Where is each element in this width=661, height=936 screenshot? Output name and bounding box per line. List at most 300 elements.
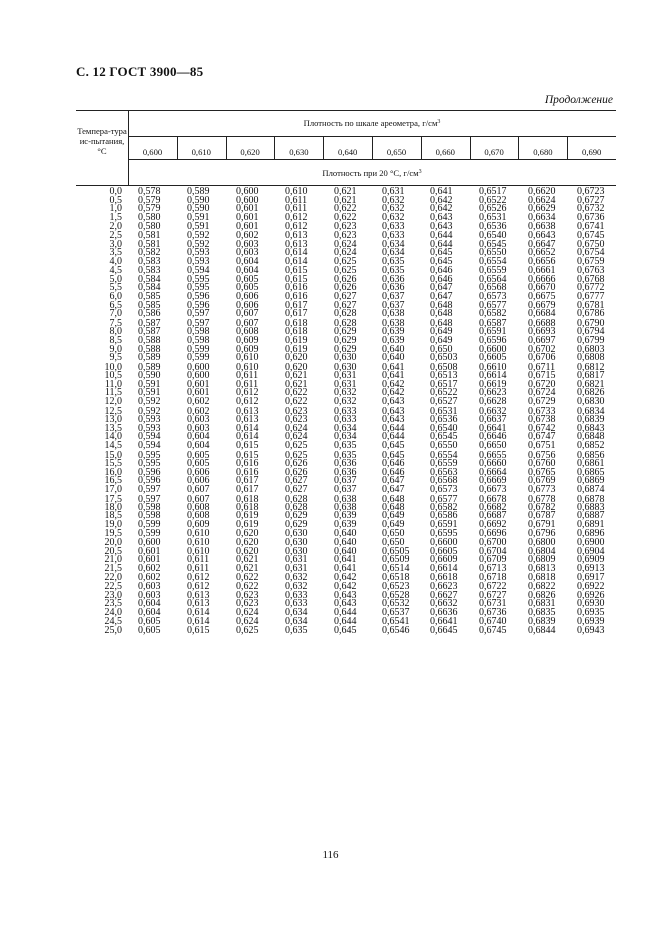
density-cell: 0,649 — [430, 326, 453, 338]
density-cell: 0,598 — [138, 510, 161, 522]
continuation-label: Продолжение — [544, 94, 613, 106]
density-cell: 0,626 — [285, 466, 308, 478]
table-top-rule — [76, 110, 616, 111]
density-cell: 0,614 — [187, 615, 210, 627]
density-cell: 0,598 — [138, 501, 161, 513]
temperature-cell: 10,5 — [104, 370, 122, 382]
density-cell: 0,6637 — [479, 414, 507, 426]
density-cell: 0,614 — [285, 255, 308, 267]
density-cell: 0,644 — [430, 238, 453, 250]
hydrometer-header — [128, 117, 616, 128]
density-cell: 0,632 — [285, 581, 308, 593]
density-cell: 0,6922 — [577, 581, 605, 593]
density-cell: 0,6655 — [479, 449, 507, 461]
density-cell: 0,6605 — [479, 352, 507, 364]
temperature-cell: 8,5 — [109, 334, 122, 346]
density-cell: 0,612 — [285, 211, 308, 223]
density-cell: 0,650 — [382, 527, 405, 539]
density-cell: 0,613 — [236, 405, 259, 417]
density-cell: 0,627 — [334, 291, 357, 303]
page-number: 116 — [322, 849, 339, 861]
density-cell: 0,615 — [187, 625, 210, 637]
density-cell: 0,605 — [187, 449, 210, 461]
density-cell: 0,6818 — [528, 571, 556, 583]
density-cell: 0,636 — [382, 274, 405, 286]
density-cell: 0,619 — [236, 519, 259, 531]
density-cell: 0,620 — [236, 537, 259, 549]
density-cell: 0,6930 — [577, 598, 605, 610]
density-cell: 0,6628 — [479, 396, 507, 408]
density-cell: 0,599 — [138, 527, 161, 539]
temperature-cell: 22,0 — [104, 571, 122, 583]
density-cell: 0,6697 — [528, 334, 556, 346]
density-cell: 0,593 — [187, 255, 210, 267]
temperature-cell: 14,5 — [104, 440, 122, 451]
density-cell: 0,6559 — [430, 457, 458, 469]
density-cell: 0,6503 — [430, 352, 458, 364]
density-cell: 0,602 — [236, 230, 259, 242]
density-cell: 0,6634 — [528, 211, 556, 223]
density-cell: 0,585 — [138, 291, 161, 303]
density-cell: 0,622 — [236, 571, 259, 583]
density-cell: 0,643 — [334, 589, 357, 601]
density-cell: 0,632 — [382, 203, 405, 215]
density-cell: 0,6809 — [528, 554, 556, 566]
density-cell: 0,6678 — [479, 493, 507, 505]
density-cell: 0,6586 — [430, 510, 458, 522]
density-cell: 0,611 — [285, 203, 308, 215]
density-cell: 0,635 — [334, 449, 357, 461]
density-cell: 0,6568 — [479, 282, 507, 294]
density-cell: 0,584 — [138, 274, 161, 286]
density-cell: 0,6777 — [577, 291, 605, 303]
density-cell: 0,6741 — [577, 220, 605, 232]
density-cell: 0,614 — [236, 431, 259, 443]
density-cell: 0,632 — [382, 211, 405, 223]
density-cell: 0,625 — [334, 255, 357, 267]
density-cell: 0,6718 — [479, 571, 507, 583]
density-cell: 0,6756 — [528, 449, 556, 461]
density-cell: 0,6587 — [479, 318, 507, 330]
density-cell: 0,650 — [430, 343, 453, 355]
density-cell: 0,589 — [138, 352, 161, 364]
density-cell: 0,634 — [382, 238, 405, 250]
density-cell: 0,603 — [138, 581, 161, 593]
density-cell: 0,6522 — [430, 387, 458, 399]
density-cell: 0,6623 — [430, 581, 458, 593]
density-cell: 0,6518 — [382, 571, 410, 583]
density-cell: 0,6517 — [430, 378, 458, 390]
density-cell: 0,623 — [285, 414, 308, 426]
density-cell: 0,6751 — [528, 440, 556, 451]
density-cell: 0,602 — [187, 405, 210, 417]
density-cell: 0,600 — [187, 361, 210, 373]
density-column-header: 0,610 — [191, 147, 211, 157]
density-cell: 0,632 — [382, 194, 405, 206]
temperature-cell: 25,0 — [104, 625, 122, 637]
density-cell: 0,6843 — [577, 422, 605, 434]
density-cell: 0,6794 — [577, 326, 605, 338]
density-cell: 0,6684 — [528, 308, 556, 320]
density-cell: 0,6641 — [430, 615, 458, 627]
density-cell: 0,625 — [236, 625, 259, 637]
density-cell: 0,617 — [236, 475, 259, 487]
density-cell: 0,641 — [334, 554, 357, 566]
density-cell: 0,6645 — [430, 625, 458, 637]
density-cell: 0,6682 — [479, 501, 507, 513]
density20-header-text: Плотность при 20 °С, г/см — [322, 168, 419, 178]
density-cell: 0,614 — [236, 422, 259, 434]
density-cell: 0,6582 — [430, 501, 458, 513]
density-cell: 0,636 — [382, 282, 405, 294]
density-cell: 0,6568 — [430, 475, 458, 487]
density-cell: 0,6541 — [382, 615, 410, 627]
density-cell: 0,6891 — [577, 519, 605, 531]
density-cell: 0,595 — [138, 449, 161, 461]
density-cell: 0,6624 — [528, 194, 556, 206]
density-cell: 0,613 — [285, 238, 308, 250]
density-cell: 0,6573 — [430, 483, 458, 495]
density-cell: 0,6629 — [528, 203, 556, 215]
density-cell: 0,6536 — [479, 220, 507, 232]
density-cell: 0,608 — [236, 326, 259, 338]
density-cell: 0,6799 — [577, 334, 605, 346]
density-cell: 0,590 — [187, 203, 210, 215]
density-cell: 0,6605 — [430, 545, 458, 557]
density-cell: 0,590 — [187, 194, 210, 206]
density-cell: 0,578 — [138, 186, 161, 197]
density-cell: 0,579 — [138, 203, 161, 215]
density-cell: 0,605 — [236, 282, 259, 294]
density-cell: 0,621 — [236, 554, 259, 566]
density-cell: 0,607 — [236, 318, 259, 330]
density-cell: 0,611 — [236, 370, 259, 382]
density-cell: 0,587 — [138, 318, 161, 330]
density-cell: 0,619 — [236, 510, 259, 522]
density-cell: 0,6550 — [430, 440, 458, 451]
hydrometer-header-text: Плотность по шкале ареометра, г/см — [303, 118, 438, 128]
density-cell: 0,6904 — [577, 545, 605, 557]
density-cell: 0,619 — [285, 334, 308, 346]
density-cell: 0,639 — [382, 326, 405, 338]
density-column-header: 0,640 — [338, 147, 358, 157]
density-cell: 0,640 — [382, 343, 405, 355]
density-cell: 0,617 — [285, 299, 308, 311]
density-cell: 0,635 — [382, 255, 405, 267]
density-cell: 0,612 — [285, 220, 308, 232]
density-cell: 0,645 — [334, 625, 357, 637]
density-cell: 0,620 — [285, 352, 308, 364]
density-cell: 0,643 — [430, 211, 453, 223]
density-cell: 0,6745 — [577, 230, 605, 242]
density-cell: 0,6935 — [577, 606, 605, 618]
density-cell: 0,636 — [334, 466, 357, 478]
density-cell: 0,6526 — [479, 203, 507, 215]
density-cell: 0,626 — [285, 457, 308, 469]
density-cell: 0,615 — [285, 274, 308, 286]
density-cell: 0,635 — [382, 264, 405, 276]
density-cell: 0,595 — [187, 274, 210, 286]
density-cell: 0,605 — [138, 625, 161, 637]
temperature-cell: 21,5 — [104, 562, 122, 574]
density-cell: 0,621 — [334, 194, 357, 206]
density-cell: 0,6559 — [479, 264, 507, 276]
density-cell: 0,634 — [285, 615, 308, 627]
density-cell: 0,6808 — [577, 352, 605, 364]
density-cell: 0,645 — [382, 440, 405, 451]
density-cell: 0,603 — [187, 414, 210, 426]
density-cell: 0,6600 — [430, 537, 458, 549]
density-cell: 0,583 — [138, 255, 161, 267]
density-cell: 0,611 — [187, 562, 210, 574]
density-cell: 0,6813 — [528, 562, 556, 574]
density-cell: 0,6887 — [577, 510, 605, 522]
density-cell: 0,602 — [187, 396, 210, 408]
density-cell: 0,6577 — [430, 493, 458, 505]
density-cell: 0,641 — [430, 186, 453, 197]
density-cell: 0,589 — [138, 361, 161, 373]
density-cell: 0,6878 — [577, 493, 605, 505]
density-cell: 0,647 — [382, 475, 405, 487]
density-cell: 0,6531 — [479, 211, 507, 223]
density-cell: 0,579 — [138, 194, 161, 206]
density-cell: 0,6540 — [430, 422, 458, 434]
density-cell: 0,631 — [285, 554, 308, 566]
density-cell: 0,602 — [138, 571, 161, 583]
density-cell: 0,6687 — [479, 510, 507, 522]
density-cell: 0,620 — [285, 361, 308, 373]
density-cell: 0,596 — [138, 466, 161, 478]
density-cell: 0,622 — [236, 581, 259, 593]
density-cell: 0,597 — [187, 308, 210, 320]
density-cell: 0,6638 — [528, 220, 556, 232]
density-cell: 0,610 — [236, 361, 259, 373]
density-cell: 0,589 — [187, 186, 210, 197]
density-cell: 0,647 — [430, 291, 453, 303]
density-cell: 0,633 — [285, 589, 308, 601]
density-cell: 0,6670 — [528, 282, 556, 294]
density-cell: 0,6636 — [430, 606, 458, 618]
density-cell: 0,6822 — [528, 581, 556, 593]
density-cell: 0,6856 — [577, 449, 605, 461]
density-cell: 0,646 — [382, 466, 405, 478]
density-cell: 0,6614 — [430, 562, 458, 574]
density-cell: 0,616 — [285, 291, 308, 303]
density-cell: 0,633 — [334, 405, 357, 417]
temperature-cell: 7,0 — [109, 308, 122, 320]
density-cell: 0,6747 — [528, 431, 556, 443]
temperature-cell: 11,0 — [104, 378, 122, 390]
density-cell: 0,624 — [236, 606, 259, 618]
density-cell: 0,591 — [138, 378, 161, 390]
density-cell: 0,6830 — [577, 396, 605, 408]
density-cell: 0,625 — [285, 449, 308, 461]
density-cell: 0,646 — [430, 264, 453, 276]
density-cell: 0,618 — [285, 318, 308, 330]
density-column-header: 0,650 — [386, 147, 407, 157]
density-cell: 0,644 — [334, 606, 357, 618]
density-cell: 0,587 — [138, 326, 161, 338]
density-cell: 0,6839 — [577, 414, 605, 426]
density-cell: 0,638 — [382, 308, 405, 320]
temperature-cell: 9,5 — [109, 352, 122, 364]
temperature-cell: 24,0 — [104, 606, 122, 618]
density-cell: 0,610 — [187, 537, 210, 549]
temperature-cell: 22,5 — [104, 581, 122, 593]
temperature-cell: 20,5 — [104, 545, 122, 557]
density-cell: 0,647 — [382, 483, 405, 495]
density-cell: 0,648 — [382, 493, 405, 505]
temperature-cell: 3,0 — [109, 238, 122, 250]
density-cell: 0,632 — [334, 396, 357, 408]
density-cell: 0,6731 — [479, 598, 507, 610]
density-cell: 0,6943 — [577, 625, 605, 637]
temperature-cell: 0,5 — [109, 194, 122, 206]
density-cell: 0,612 — [236, 396, 259, 408]
density-cell: 0,640 — [334, 545, 357, 557]
density-cell: 0,6527 — [430, 396, 458, 408]
density-cell: 0,6531 — [430, 405, 458, 417]
document-header: С. 12 ГОСТ 3900—85 — [76, 64, 204, 79]
density-cell: 0,596 — [187, 291, 210, 303]
density-cell: 0,642 — [334, 571, 357, 583]
density-cell: 0,6577 — [479, 299, 507, 311]
density-cell: 0,603 — [187, 422, 210, 434]
density-cell: 0,6909 — [577, 554, 605, 566]
density-cell: 0,6738 — [528, 414, 556, 426]
density-cell: 0,6760 — [528, 457, 556, 469]
density-cell: 0,613 — [236, 414, 259, 426]
density-cell: 0,627 — [285, 483, 308, 495]
density-cell: 0,624 — [334, 238, 357, 250]
density-cell: 0,610 — [187, 527, 210, 539]
density-cell: 0,6537 — [382, 606, 410, 618]
density-cell: 0,6732 — [577, 203, 605, 215]
density-cell: 0,609 — [236, 343, 259, 355]
density-cell: 0,6508 — [430, 361, 458, 373]
density-cell: 0,6660 — [479, 457, 507, 469]
density-cell: 0,6641 — [479, 422, 507, 434]
density-cell: 0,628 — [334, 308, 357, 320]
density-cell: 0,624 — [334, 247, 357, 259]
density-cell: 0,640 — [382, 352, 405, 364]
density-cell: 0,613 — [187, 598, 210, 610]
density-cell: 0,633 — [285, 598, 308, 610]
density-cell: 0,643 — [430, 220, 453, 232]
density-cell: 0,594 — [187, 264, 210, 276]
temperature-cell: 5,5 — [109, 282, 122, 294]
density-column-header: 0,630 — [289, 147, 309, 157]
density-cell: 0,613 — [187, 589, 210, 601]
density-cell: 0,588 — [138, 343, 161, 355]
density-cell: 0,635 — [334, 440, 357, 451]
density-cell: 0,623 — [334, 220, 357, 232]
density-cell: 0,599 — [138, 519, 161, 531]
density-cell: 0,6865 — [577, 466, 605, 478]
density-cell: 0,628 — [334, 318, 357, 330]
density-cell: 0,639 — [334, 519, 357, 531]
density-cell: 0,624 — [285, 431, 308, 443]
density-cell: 0,618 — [236, 493, 259, 505]
density-cell: 0,610 — [187, 545, 210, 557]
density-cell: 0,609 — [236, 334, 259, 346]
density-cell: 0,6727 — [479, 589, 507, 601]
temperature-cell: 0,0 — [109, 186, 122, 197]
temperature-cell: 2,0 — [109, 220, 122, 232]
density-cell: 0,582 — [138, 247, 161, 259]
density-cell: 0,6661 — [528, 264, 556, 276]
density-cell: 0,6861 — [577, 457, 605, 469]
density-cell: 0,644 — [382, 431, 405, 443]
density-cell: 0,634 — [334, 431, 357, 443]
density-cell: 0,6913 — [577, 562, 605, 574]
density-cell: 0,643 — [382, 414, 405, 426]
density-cell: 0,621 — [236, 562, 259, 574]
temperature-cell: 8,0 — [109, 326, 122, 338]
density-cell: 0,6614 — [479, 370, 507, 382]
temperature-cell: 20,0 — [104, 537, 122, 549]
density-cell: 0,642 — [430, 194, 453, 206]
density-cell: 0,634 — [334, 422, 357, 434]
density-cell: 0,590 — [138, 370, 161, 382]
density-cell: 0,6711 — [528, 361, 556, 373]
density-column-header: 0,620 — [240, 147, 260, 157]
density-cell: 0,6782 — [528, 501, 556, 513]
temperature-cell: 3,5 — [109, 247, 122, 259]
density-cell: 0,6736 — [479, 606, 507, 618]
density-cell: 0,586 — [138, 308, 161, 320]
density-cell: 0,6540 — [479, 230, 507, 242]
density-cell: 0,6835 — [528, 606, 556, 618]
density-cell: 0,605 — [138, 615, 161, 627]
density-cell: 0,641 — [334, 562, 357, 574]
density-cell: 0,638 — [334, 501, 357, 513]
density-cell: 0,633 — [334, 414, 357, 426]
density-cell: 0,642 — [430, 203, 453, 215]
density-cell: 0,6713 — [479, 562, 507, 574]
density-cell: 0,604 — [138, 598, 161, 610]
density-cell: 0,592 — [187, 230, 210, 242]
density-cell: 0,6600 — [479, 343, 507, 355]
density-cell: 0,618 — [285, 326, 308, 338]
density-cell: 0,645 — [430, 255, 453, 267]
density-cell: 0,6778 — [528, 493, 556, 505]
density-cell: 0,612 — [187, 571, 210, 583]
density-cell: 0,615 — [236, 440, 259, 451]
density-cell: 0,6772 — [577, 282, 605, 294]
density-table — [76, 188, 616, 635]
density-cell: 0,622 — [285, 396, 308, 408]
density-cell: 0,6650 — [479, 440, 507, 451]
density-cell: 0,608 — [187, 501, 210, 513]
density-cell: 0,6852 — [577, 440, 605, 451]
temperature-cell: 17,0 — [104, 483, 122, 495]
density-cell: 0,600 — [138, 537, 161, 549]
density-cell: 0,6817 — [577, 370, 605, 382]
density-cell: 0,605 — [187, 457, 210, 469]
density-cell: 0,593 — [138, 414, 161, 426]
density-cell: 0,584 — [138, 282, 161, 294]
density-cell: 0,626 — [334, 274, 357, 286]
density-cell: 0,6926 — [577, 589, 605, 601]
density-cell: 0,593 — [138, 422, 161, 434]
density-cell: 0,642 — [382, 387, 405, 399]
density-column-header: 0,660 — [435, 147, 455, 157]
density-cell: 0,581 — [138, 230, 161, 242]
density-cell: 0,581 — [138, 238, 161, 250]
density-cell: 0,637 — [382, 291, 405, 303]
density-cell: 0,630 — [334, 361, 357, 373]
